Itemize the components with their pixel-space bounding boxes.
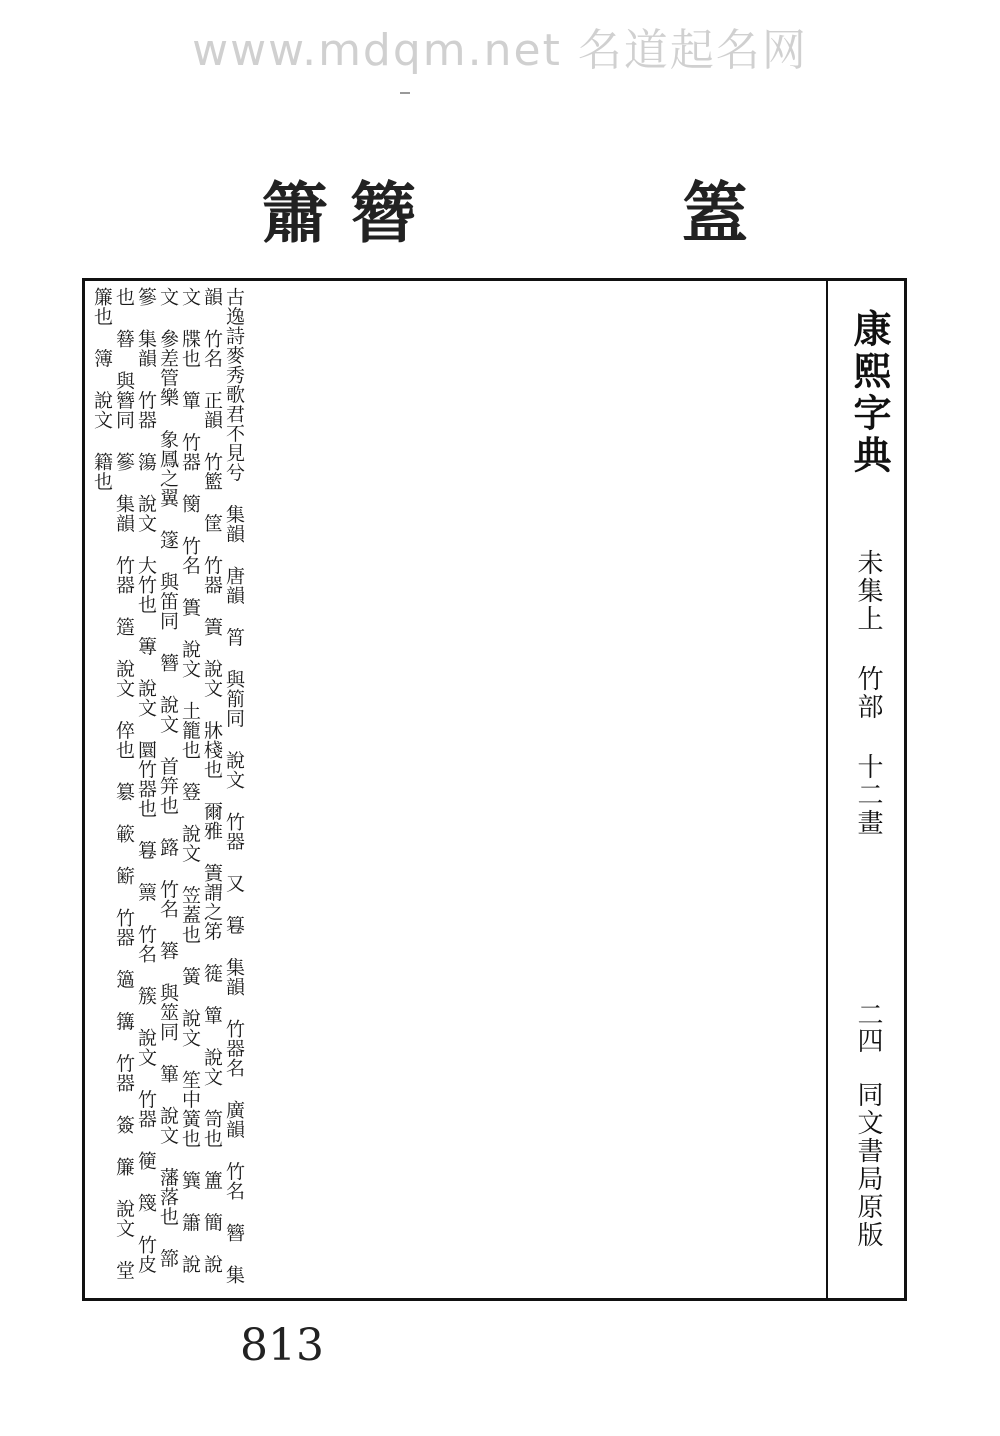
page-frame: [82, 278, 907, 1301]
dictionary-entries: 古逸詩麥秀歌君不見兮 集韻 唐韻 筲 與箾同 說文 竹器 又 篹 集韻 竹器名 廣韻 竹名 簪 集韻 竹名 正韻 竹籃 筐 竹器 簀 說文 牀棧也 爾雅 簀謂之笫 簁 簞 說文 笥也 簠 簡 說文 牒也 簞 竹器 簢 竹名 簣 說文 土籠也 簦 說文 笠蓋也 簧 說文 笙中簧也 簨 簫 說文 參差管樂 象鳳之翼 篴 與笛同 簪 說文 首笄也 簬 竹名 簭 與筮同 篳 說文 藩落也 篰 篸 集韻 竹器 簜 說文 大竹也 篿 說文 圜竹器也 篹 篻 竹名 簇 說文 竹器 箯 篾 竹皮也 簮 與簪同 篸 集韻 竹器 簉 說文 倅也 簒 簐 簖 竹器 簻 簼 竹器 簽 簾 說文 堂簾也 簿 說文 籍也: [91, 287, 245, 1285]
folio-number: 二四: [853, 1001, 883, 1053]
book-title: 康熙字典: [847, 309, 892, 477]
page-number: 813: [240, 1320, 324, 1371]
watermark: www.mdqm.net 名道起名网: [192, 25, 808, 76]
seal-character: 簫: [262, 174, 328, 252]
publisher-label: 同文書局原版: [853, 1081, 883, 1249]
seal-character: 篕: [682, 174, 748, 252]
dictionary-body: [91, 287, 820, 1292]
seal-character: 簪: [350, 174, 416, 252]
section-label: 未集上 竹部 十二畫: [853, 549, 883, 837]
divider-mark: [400, 92, 410, 94]
header-column: [826, 281, 904, 1298]
